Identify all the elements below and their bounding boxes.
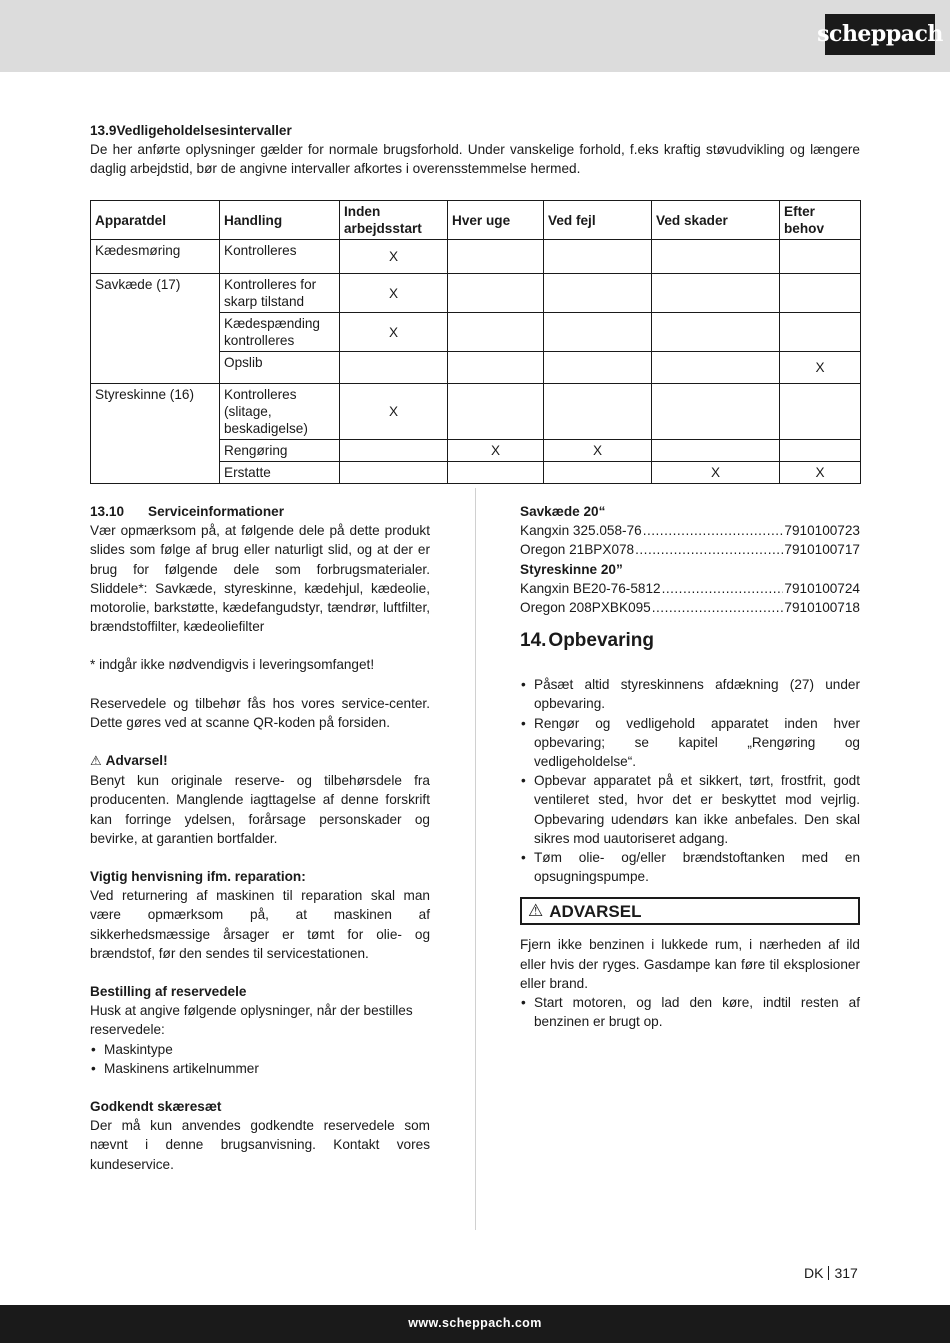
page-number [804,1264,858,1283]
storage-list [520,675,860,886]
table-cell-mark: X [544,440,652,462]
table-header: Ved skader [652,201,780,240]
table-header: Efter behov [780,201,861,240]
table-cell-mark [340,440,448,462]
table-row [91,384,861,440]
table-cell-mark [780,240,861,274]
table-cell-mark [544,240,652,274]
table-cell-action: Kontrolleres for skarp tilstand [220,274,340,313]
approved-title: Godkendt skæresæt [90,1099,222,1115]
table-cell-mark [448,274,544,313]
order-text: Husk at angive følgende oplysninger, når der bestilles reservedele: [90,1003,413,1038]
table-cell-mark [448,313,544,352]
parts-storage-column [520,502,860,1031]
footer-url: www.scheppach.com [408,1316,542,1331]
list-item: • Maskintype [90,1040,430,1059]
footer-bar [0,1305,950,1343]
page-number-value: 317 [834,1265,858,1281]
list-item: • Tøm olie- og/eller brændstoftanken med en opsugningspumpe. [520,848,860,886]
warning-triangle-icon: ⚠ [90,754,102,770]
service-paragraph-1: Vær opmærksom på, at følgende dele på dette produkt slides som følge af brug eller naturligt slid, og at der er brug for følgende dele som forbrugsmaterialer. Sliddele*: Savkæde, styreskinne, kædehjul, kædeolie, motorolie, barkstøtte, kædefangudstyr, tændrør, luftfilter, brændstoffilter, kædeoliefilter [90,523,430,635]
table-cell-action: Kædespænding kontrolleres [220,313,340,352]
table-cell-part: Styreskinne (16) [91,384,220,484]
part-number: 7910100724 [784,580,860,596]
storage-heading [520,629,860,653]
part-list-item [520,521,860,540]
storage-heading-title: Opbevaring [548,630,654,652]
table-cell-part: Savkæde (17) [91,274,220,384]
storage-heading-number: 14. [520,630,547,652]
table-cell-action: Opslib [220,352,340,384]
table-cell-mark [652,313,780,352]
table-cell-mark [652,352,780,384]
repair-title: Vigtig henvisning ifm. reparation: [90,869,306,885]
repair-text: Ved returnering af maskinen til reparation skal man være opmærksom på, at maskinen af sikkerhedsmæssige årsager er tømt for olie- og brændstof, før den sendes til servicestationen. [90,888,430,961]
table-header: Hver uge [448,201,544,240]
table-cell-mark [448,384,544,440]
storage-warning-list [520,993,860,1031]
approved-text: Der må kun anvendes godkendte reservedele som nævnt i denne brugsanvisning. Kontakt vores kundeservice. [90,1118,430,1172]
table-cell-mark: X [340,274,448,313]
warning-text: Benyt kun originale reserve- og tilbehørsdele fra producenten. Manglende iagttagelse af denne forskrift kan forringe ydelsen, forårsage personskader og bevirke, at garantien bortfalder. [90,773,430,846]
page-language: DK [804,1265,824,1281]
table-cell-mark [544,462,652,484]
warning-title: Advarsel! [105,753,168,769]
part-name: Oregon 21BPX078 [520,542,635,558]
list-item: • Påsæt altid styreskinnens afdækning (27) under opbevaring. [520,675,860,713]
table-cell-mark [780,313,861,352]
table-row [91,240,861,274]
section-13-9-title: 13.9Vedligeholdelsesintervaller [90,123,292,138]
part-list-item [520,579,860,598]
table-cell-mark [780,440,861,462]
table-header: Inden arbejdsstart [340,201,448,240]
warning-box [520,897,860,925]
table-cell-mark: X [448,440,544,462]
warning-heading [90,751,430,771]
list-item: • Start motoren, og lad den køre, indtil resten af benzinen er brugt op. [520,993,860,1031]
table-cell-mark: X [340,313,448,352]
part-number: 7910100717 [784,542,860,558]
table-cell-mark [544,274,652,313]
table-cell-mark [448,352,544,384]
service-title-number: 13.10 [90,504,125,519]
part-name: Kangxin BE20-76-5812 [520,580,661,596]
storage-warning-text: Fjern ikke benzinen i lukkede rum, i nærheden af ild eller hvis der ryges. Gasdampe kan føre til eksplosioner eller brand. [520,937,860,991]
service-info-column [90,502,430,1174]
table-cell-action: Kontrolleres [220,240,340,274]
service-paragraph-3: Reservedele og tilbehør fås hos vores service-center. Dette gøres ved at scanne QR-koden på forsiden. [90,695,430,730]
table-cell-mark [780,274,861,313]
order-title: Bestilling af reservedele [90,984,247,1000]
warning-triangle-icon: ⚠ [528,900,544,921]
table-header: Apparatdel [91,201,220,240]
table-cell-mark [544,352,652,384]
part-number: 7910100718 [784,600,860,616]
table-cell-mark [652,440,780,462]
table-cell-action: Rengøring [220,440,340,462]
service-title-text: Serviceinformationer [148,504,284,519]
bar-parts-title: Styreskinne 20” [520,561,623,577]
table-cell-part: Kædesmøring [91,240,220,274]
table-header-row [91,201,861,240]
table-cell-mark [652,384,780,440]
order-list [90,1040,430,1078]
table-cell-mark [340,352,448,384]
table-cell-action: Kontrolleres (slitage, beskadigelse) [220,384,340,440]
chain-parts-title: Savkæde 20“ [520,504,606,519]
part-list-item [520,540,860,559]
table-cell-mark [652,240,780,274]
table-cell-mark [544,313,652,352]
warning-box-title: ADVARSEL [549,901,642,921]
table-cell-mark [652,274,780,313]
maintenance-table [90,200,861,484]
table-cell-mark [448,240,544,274]
list-item: • Maskinens artikelnummer [90,1059,430,1078]
list-item: • Opbevar apparatet på et sikkert, tørt, frostfrit, godt ventileret sted, hvor det er beskyttet mod vejrlig. Opbevaring udendørs kan ikke anbefales. Den skal sikres mod uautoriseret adgang. [520,771,860,848]
part-name: Kangxin 325.058-76 [520,523,642,539]
table-cell-mark: X [340,384,448,440]
table-header: Handling [220,201,340,240]
table-cell-mark [780,384,861,440]
part-list-item [520,598,860,617]
service-title [90,502,430,521]
part-name: Oregon 208PXBK095 [520,600,651,616]
table-cell-mark [448,462,544,484]
section-13-9-text: De her anførte oplysninger gælder for normale brugsforhold. Under vanskelige forhold, f.eks kraftig støvudvikling og længere daglig arbejdstid, bør de angivne intervaller afkortes i overensstemmelse hermed. [90,142,860,177]
table-cell-mark: X [340,240,448,274]
table-cell-mark [544,384,652,440]
scheppach-logo: scheppach [825,14,935,55]
table-cell-mark [340,462,448,484]
table-header: Ved fejl [544,201,652,240]
part-number: 7910100723 [784,523,860,539]
service-paragraph-2: * indgår ikke nødvendigvis i leveringsomfanget! [90,657,375,673]
table-cell-mark: X [652,462,780,484]
table-cell-mark: X [780,352,861,384]
column-divider [475,488,476,1230]
section-13-9 [90,121,860,179]
table-cell-action: Erstatte [220,462,340,484]
table-cell-mark: X [780,462,861,484]
list-item: • Rengør og vedligehold apparatet inden hver opbevaring; se kapitel „Rengøring og vedligeholdelse“. [520,714,860,772]
header-bar [0,0,950,72]
table-row [91,274,861,313]
